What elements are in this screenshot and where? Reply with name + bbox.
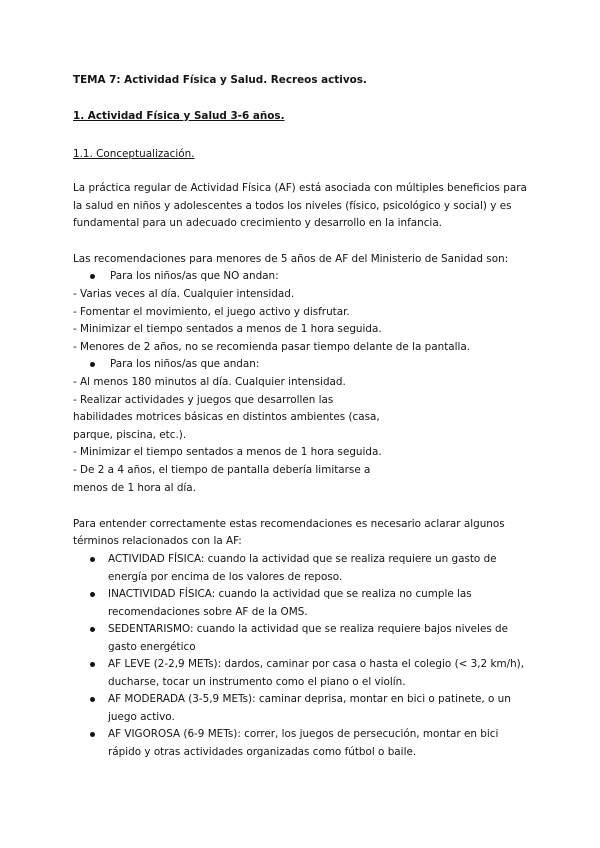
section-heading: 1. Actividad Física y Salud 3-6 años. [73,110,285,122]
bullet-icon [90,557,95,562]
bullet-icon [90,592,95,597]
recommendation-line: - Realizar actividades y juegos que desarrollen las [73,394,334,406]
bullet-icon [90,274,95,279]
definition-line: AF LEVE (2-2,9 METs): dardos, caminar por casa o hasta el colegio (< 3,2 km/h), [108,658,525,670]
subsection-heading: 1.1. Conceptualización. [73,148,195,160]
document-title: TEMA 7: Actividad Física y Salud. Recreos activos. [73,74,367,86]
definition-line: ACTIVIDAD FÍSICA: cuando la actividad que se realiza requiere un gasto de [108,553,497,565]
terms-intro-line: términos relacionados con la AF: [73,535,242,547]
intro-line: la salud en niños y adolescentes a todos los niveles (físico, psicológico y social) y es [73,200,512,212]
definition-line: AF VIGOROSA (6-9 METs): correr, los juegos de persecución, montar en bici [108,728,499,740]
group-label-no-walk: Para los niños/as que NO andan: [110,270,279,282]
intro-line: fundamental para un adecuado crecimiento y desarrollo en la infancia. [73,217,442,229]
recommendation-line: - De 2 a 4 años, el tiempo de pantalla debería limitarse a [73,464,371,476]
recommendation-line: - Al menos 180 minutos al día. Cualquier intensidad. [73,376,346,388]
recommendation-line: - Minimizar el tiempo sentados a menos de 1 hora seguida. [73,446,382,458]
recommendation-line: menos de 1 hora al día. [73,482,196,494]
intro-line: La práctica regular de Actividad Física (AF) está asociada con múltiples beneficios para [73,182,527,194]
bullet-icon [90,627,95,632]
recommendation-line: - Menores de 2 años, no se recomienda pasar tiempo delante de la pantalla. [73,341,471,353]
terms-intro-line: Para entender correctamente estas recomendaciones es necesario aclarar algunos [73,518,505,530]
recommendations-intro: Las recomendaciones para menores de 5 años de AF del Ministerio de Sanidad son: [73,253,509,265]
bullet-icon [90,662,95,667]
recommendation-line: parque, piscina, etc.). [73,429,187,441]
bullet-icon [90,697,95,702]
recommendation-line: - Minimizar el tiempo sentados a menos de 1 hora seguida. [73,323,382,335]
recommendation-line: - Varias veces al día. Cualquier intensidad. [73,288,295,300]
definition-line: gasto energético [108,641,196,653]
definition-line: ducharse, tocar un instrumento como el piano o el violín. [108,676,406,688]
group-label-walk: Para los niños/as que andan: [110,358,260,370]
definition-line: rápido y otras actividades organizadas como fútbol o baile. [108,746,417,758]
bullet-icon [90,732,95,737]
recommendation-line: - Fomentar el movimiento, el juego activo y disfrutar. [73,306,350,318]
definition-line: SEDENTARISMO: cuando la actividad que se realiza requiere bajos niveles de [108,623,509,635]
definition-line: AF MODERADA (3-5,9 METs): caminar deprisa, montar en bici o patinete, o un [108,693,511,705]
definition-line: energía por encima de los valores de reposo. [108,571,343,583]
definition-line: juego activo. [108,711,175,723]
definition-line: recomendaciones sobre AF de la OMS. [108,606,308,618]
recommendation-line: habilidades motrices básicas en distintos ambientes (casa, [73,411,380,423]
bullet-icon [90,362,95,367]
definition-line: INACTIVIDAD FÍSICA: cuando la actividad que se realiza no cumple las [108,588,472,600]
